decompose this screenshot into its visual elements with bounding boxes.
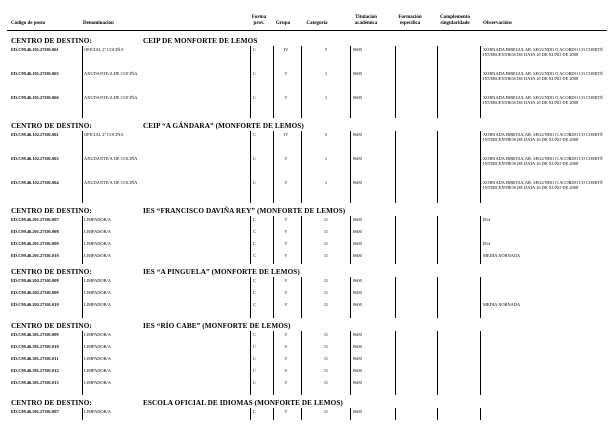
- cell-codigo: ED.C99.46.301.27301.010: [11, 344, 59, 349]
- cell-categoria: 1: [324, 180, 328, 185]
- cell-denominacion: LIMPADOR/A: [84, 229, 111, 234]
- cell-titulacion: 0600: [353, 132, 362, 137]
- cell-categoria: 11: [323, 368, 329, 373]
- cell-codigo: ED.C99.46.201.27301.008: [11, 229, 59, 234]
- column-divider: [350, 331, 351, 395]
- cell-forma-prov: C: [253, 380, 256, 385]
- cell-codigo: ED.C99.46.301.27301.012: [11, 368, 59, 373]
- cell-titulacion: 0600: [353, 229, 362, 234]
- cell-forma-prov: C: [253, 180, 256, 185]
- section-label: CENTRO DE DESTINO:: [11, 37, 92, 45]
- cell-grupo: V: [284, 278, 288, 283]
- cell-denominacion: AXUDANTE/A DE COCIÑA: [84, 156, 138, 161]
- cell-forma-prov: C: [253, 409, 256, 414]
- column-divider: [273, 131, 274, 203]
- header-complemento-line2: singularidade: [440, 20, 470, 26]
- cell-categoria: 1: [324, 156, 328, 161]
- cell-observacions: XORNADA IRREGULAR, SEGUNDO O ACORDO CO COMITÉ INTERCENTROS DE DATA 16 DE XUÑO DE 2008: [483, 132, 603, 142]
- column-divider: [273, 331, 274, 395]
- cell-codigo: ED.C99.46.202.27301.008: [11, 278, 59, 283]
- cell-titulacion: 0600: [353, 290, 362, 295]
- column-divider: [301, 408, 302, 420]
- cell-codigo: ED.C99.46.301.27301.011: [11, 356, 59, 361]
- cell-denominacion: AXUDANTE/A DE COCIÑA: [84, 71, 138, 76]
- cell-observacions: XORNADA IRREGULAR, SEGUNDO O ACORDO CO COMITÉ INTERCENTROS DE DATA 16 DE XUÑO DE 2008: [483, 47, 603, 57]
- column-divider: [437, 277, 438, 318]
- cell-grupo: V: [284, 156, 288, 161]
- cell-observacions: MEDIA XORNADA: [483, 253, 521, 258]
- cell-denominacion: AXUDANTE/A DE COCIÑA: [84, 180, 138, 185]
- cell-grupo: V: [284, 217, 288, 222]
- cell-categoria: 11: [323, 409, 329, 414]
- cell-categoria: 11: [323, 253, 329, 258]
- header-formacion-line1: Formación: [398, 15, 422, 20]
- cell-codigo: ED.C99.46.201.27301.009: [11, 241, 59, 246]
- cell-grupo: V: [284, 95, 288, 100]
- column-divider: [350, 46, 351, 118]
- column-divider: [301, 131, 302, 203]
- column-divider: [301, 216, 302, 264]
- cell-grupo: V: [284, 344, 288, 349]
- cell-forma-prov: C: [253, 71, 256, 76]
- header-complemento: [440, 15, 470, 26]
- cell-denominacion: LIMPADOR/A: [84, 302, 111, 307]
- header-forma-prov: [252, 15, 266, 26]
- cell-categoria: 11: [323, 332, 329, 337]
- header-grupo: Grupo: [275, 21, 291, 26]
- column-divider: [82, 46, 83, 118]
- cell-codigo: ED.C99.46.102.27301.064: [11, 180, 59, 185]
- cell-forma-prov: C: [253, 47, 256, 52]
- column-divider: [480, 46, 481, 118]
- cell-titulacion: 0600: [353, 217, 362, 222]
- cell-grupo: V: [284, 380, 288, 385]
- cell-grupo: IV: [283, 47, 289, 52]
- cell-categoria: 11: [323, 241, 329, 246]
- column-divider: [480, 277, 481, 318]
- cell-grupo: V: [284, 332, 288, 337]
- cell-forma-prov: C: [253, 368, 256, 373]
- header-titulacion: [355, 15, 378, 26]
- column-divider: [250, 408, 251, 420]
- cell-codigo: ED.C99.46.102.27301.061: [11, 132, 59, 137]
- cell-denominacion: LIMPADOR/A: [84, 380, 111, 385]
- cell-forma-prov: C: [253, 278, 256, 283]
- column-divider: [82, 408, 83, 420]
- cell-categoria: 11: [323, 290, 329, 295]
- section-center-name: CEIP DE MONFORTE DE LEMOS: [143, 37, 258, 45]
- cell-categoria: 11: [323, 229, 329, 234]
- cell-grupo: V: [284, 290, 288, 295]
- column-divider: [250, 331, 251, 395]
- cell-denominacion: OFICIAL 2ª COCIÑA: [84, 132, 124, 137]
- section-center-name: IES “A PINGUELA” (MONFORTE DE LEMOS): [143, 268, 300, 276]
- column-divider: [395, 46, 396, 118]
- cell-titulacion: 0600: [353, 156, 362, 161]
- cell-forma-prov: C: [253, 344, 256, 349]
- cell-denominacion: LIMPADOR/A: [84, 344, 111, 349]
- cell-titulacion: 0600: [353, 278, 362, 283]
- cell-grupo: V: [284, 253, 288, 258]
- cell-categoria: 11: [323, 302, 329, 307]
- cell-forma-prov: C: [253, 290, 256, 295]
- column-divider: [437, 131, 438, 203]
- header-titulacion-line2: académica: [354, 20, 378, 26]
- header-formacion-line2: específica: [399, 20, 421, 26]
- column-divider: [437, 216, 438, 264]
- cell-categoria: 1: [324, 71, 328, 76]
- cell-titulacion: 0600: [353, 180, 362, 185]
- cell-observacions: XORNADA IRREGULAR, SEGUNDO O ACORDO CO COMITÉ INTERCENTROS DE DATA 16 DE XUÑO DE 2008: [483, 156, 603, 166]
- cell-categoria: 11: [323, 344, 329, 349]
- cell-titulacion: 0600: [353, 380, 362, 385]
- column-divider: [480, 331, 481, 395]
- cell-codigo: ED.C99.46.102.27301.063: [11, 156, 59, 161]
- cell-grupo: V: [284, 368, 288, 373]
- cell-denominacion: LIMPADOR/A: [84, 368, 111, 373]
- section-label: CENTRO DE DESTINO:: [11, 322, 92, 330]
- column-divider: [437, 331, 438, 395]
- cell-codigo: ED.C99.46.101.27301.066: [11, 95, 59, 100]
- cell-titulacion: 0600: [353, 332, 362, 337]
- cell-codigo: ED.C99.46.201.27301.010: [11, 253, 59, 258]
- cell-observacions: XORNADA IRREGULAR, SEGUNDO O ACORDO CO COMITÉ INTERCENTROS DE DATA 16 DE XUÑO DE 2008: [483, 71, 603, 81]
- section-label: CENTRO DE DESTINO:: [11, 122, 92, 130]
- cell-denominacion: LIMPADOR/A: [84, 332, 111, 337]
- cell-grupo: V: [284, 180, 288, 185]
- cell-forma-prov: C: [253, 229, 256, 234]
- cell-codigo: ED.C99.46.202.27301.010: [11, 302, 59, 307]
- cell-forma-prov: C: [253, 217, 256, 222]
- cell-grupo: V: [284, 241, 288, 246]
- cell-forma-prov: C: [253, 302, 256, 307]
- column-divider: [480, 131, 481, 203]
- header-codigo: Código de posto: [11, 21, 46, 26]
- cell-forma-prov: C: [253, 132, 256, 137]
- cell-observacions: XORNADA IRREGULAR, SEGUNDO O ACORDO CO COMITÉ INTERCENTROS DE DATA 16 DE XUÑO DE 2008: [483, 180, 603, 190]
- cell-titulacion: 0600: [353, 344, 362, 349]
- header-categoria: Categoría: [306, 21, 328, 26]
- column-divider: [350, 408, 351, 420]
- cell-denominacion: OFICIAL 2ª COCIÑA: [84, 47, 124, 52]
- section-center-name: ESCOLA OFICIAL DE IDIOMAS (MONFORTE DE LEMOS): [143, 399, 343, 407]
- column-divider: [301, 331, 302, 395]
- header-rule: [7, 30, 607, 31]
- cell-categoria: 11: [323, 278, 329, 283]
- cell-denominacion: AXUDANTE/A DE COCIÑA: [84, 95, 138, 100]
- cell-denominacion: LIMPADOR/A: [84, 278, 111, 283]
- column-divider: [273, 46, 274, 118]
- cell-codigo: ED.C99.46.201.27301.007: [11, 217, 59, 222]
- cell-categoria: 5: [324, 132, 328, 137]
- column-divider: [250, 131, 251, 203]
- cell-grupo: V: [284, 71, 288, 76]
- cell-codigo: ED.C99.46.501.27301.007: [11, 409, 59, 414]
- column-divider: [301, 277, 302, 318]
- cell-titulacion: 0600: [353, 47, 362, 52]
- column-divider: [395, 277, 396, 318]
- header-observacions: Observacións: [483, 21, 512, 26]
- column-divider: [82, 216, 83, 264]
- column-divider: [273, 277, 274, 318]
- cell-titulacion: 0600: [353, 302, 362, 307]
- cell-denominacion: LIMPADOR/A: [84, 253, 111, 258]
- section-center-name: CEIP “A GÁNDARA” (MONFORTE DE LEMOS): [143, 122, 304, 130]
- cell-codigo: ED.C99.46.301.27301.009: [11, 332, 59, 337]
- column-divider: [395, 216, 396, 264]
- header-forma-prov-line1: Forma: [251, 15, 267, 20]
- cell-observacions: XORNADA IRREGULAR, SEGUNDO O ACORDO CO COMITÉ INTERCENTROS DE DATA 16 DE XUÑO DE 2008: [483, 95, 603, 105]
- cell-titulacion: 0600: [353, 368, 362, 373]
- cell-grupo: V: [284, 409, 288, 414]
- cell-codigo: ED.C99.46.202.27301.009: [11, 290, 59, 295]
- column-divider: [82, 331, 83, 395]
- column-divider: [395, 408, 396, 420]
- cell-denominacion: LIMPADOR/A: [84, 217, 111, 222]
- cell-denominacion: LIMPADOR/A: [84, 241, 111, 246]
- section-label: CENTRO DE DESTINO:: [11, 268, 92, 276]
- column-divider: [395, 331, 396, 395]
- cell-observacions: B14: [483, 217, 491, 222]
- column-divider: [273, 216, 274, 264]
- cell-denominacion: LIMPADOR/A: [84, 290, 111, 295]
- cell-forma-prov: C: [253, 356, 256, 361]
- column-divider: [395, 131, 396, 203]
- column-divider: [350, 131, 351, 203]
- cell-forma-prov: C: [253, 253, 256, 258]
- column-divider: [480, 216, 481, 264]
- cell-titulacion: 0600: [353, 409, 362, 414]
- column-divider: [250, 216, 251, 264]
- cell-denominacion: LIMPADOR/A: [84, 356, 111, 361]
- column-divider: [437, 408, 438, 420]
- cell-categoria: 1: [324, 95, 328, 100]
- cell-titulacion: 0600: [353, 95, 362, 100]
- cell-grupo: V: [284, 356, 288, 361]
- column-divider: [350, 216, 351, 264]
- cell-codigo: ED.C99.46.101.27301.065: [11, 71, 59, 76]
- cell-titulacion: 0600: [353, 253, 362, 258]
- cell-grupo: V: [284, 229, 288, 234]
- header-formacion: [398, 15, 421, 26]
- column-divider: [82, 277, 83, 318]
- cell-denominacion: LIMPADOR/A: [84, 409, 111, 414]
- cell-observacions: MEDIA XORNADA: [483, 302, 521, 307]
- header-complemento-line1: Complemento: [440, 15, 470, 20]
- cell-categoria: 11: [323, 217, 329, 222]
- column-divider: [250, 277, 251, 318]
- cell-grupo: IV: [283, 132, 289, 137]
- cell-forma-prov: C: [253, 241, 256, 246]
- column-divider: [250, 46, 251, 118]
- cell-forma-prov: C: [253, 156, 256, 161]
- cell-titulacion: 0600: [353, 71, 362, 76]
- cell-codigo: ED.C99.46.101.27301.061: [11, 47, 59, 52]
- cell-codigo: ED.C99.46.301.27301.013: [11, 380, 59, 385]
- column-divider: [480, 408, 481, 420]
- header-denominacion: Denominación: [83, 21, 114, 26]
- cell-observacions: B14: [483, 241, 491, 246]
- cell-categoria: 5: [324, 47, 328, 52]
- cell-grupo: V: [284, 302, 288, 307]
- cell-forma-prov: C: [253, 95, 256, 100]
- section-center-name: IES “RÍO CABE” (MONFORTE DE LEMOS): [143, 322, 291, 330]
- section-center-name: IES “FRANCISCO DAVIÑA REY” (MONFORTE DE LEMOS): [143, 207, 346, 215]
- cell-categoria: 11: [323, 356, 329, 361]
- column-divider: [273, 408, 274, 420]
- column-divider: [437, 46, 438, 118]
- column-divider: [82, 131, 83, 203]
- cell-titulacion: 0600: [353, 241, 362, 246]
- header-forma-prov-line2: prov.: [253, 20, 265, 26]
- column-divider: [350, 277, 351, 318]
- header-titulacion-line1: Titulación: [355, 15, 377, 20]
- cell-categoria: 11: [323, 380, 329, 385]
- section-label: CENTRO DE DESTINO:: [11, 399, 92, 407]
- section-label: CENTRO DE DESTINO:: [11, 207, 92, 215]
- cell-forma-prov: C: [253, 332, 256, 337]
- column-divider: [301, 46, 302, 118]
- cell-titulacion: 0600: [353, 356, 362, 361]
